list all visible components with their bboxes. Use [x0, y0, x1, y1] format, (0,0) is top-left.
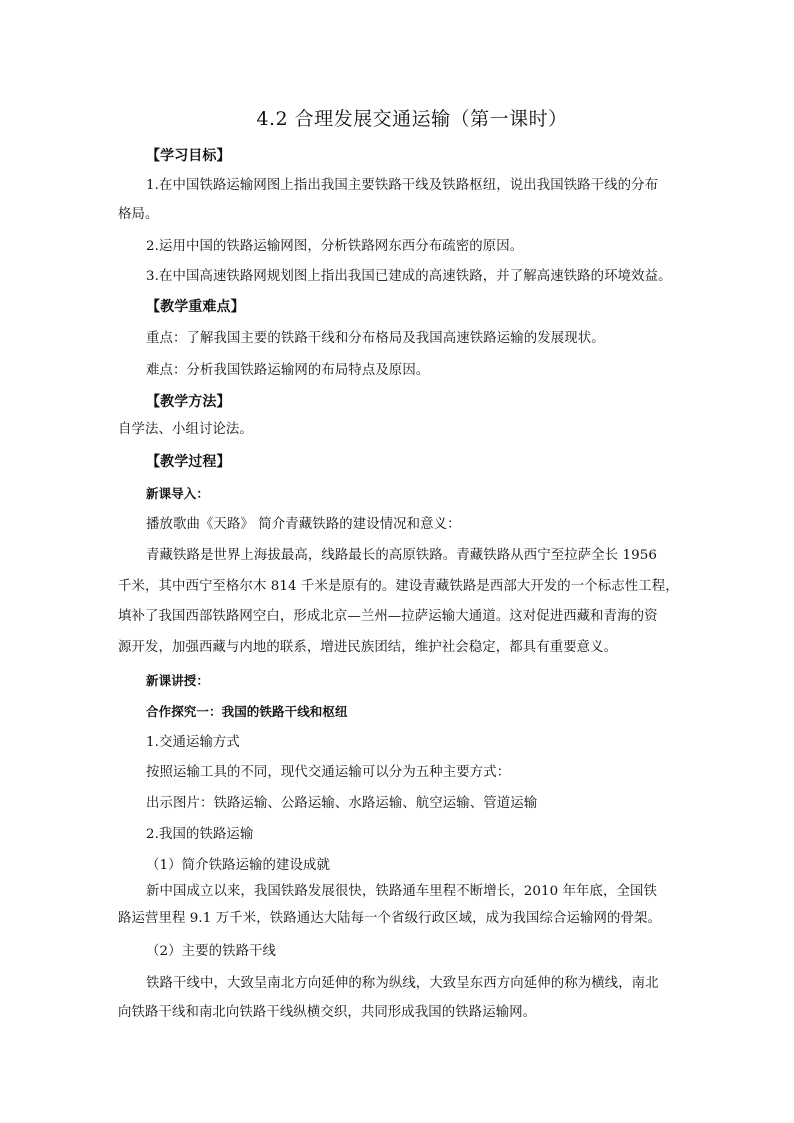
objective-1-line-2: 格局。 [118, 207, 159, 222]
paragraph-1-line-3: 填补了我国西部铁路网空白，形成北京—兰州—拉萨运输大通道。这对促进西藏和青海的资 [118, 609, 658, 624]
sub-2-line-2: 向铁路干线和南北向铁路干线纵横交织，共同形成我国的铁路运输网。 [118, 1005, 537, 1020]
intro-label: 新课导入： [146, 486, 210, 501]
intro-text: 播放歌曲《天路》 简介青藏铁路的建设情况和意义： [146, 517, 461, 532]
sub-1-heading: （1）简介铁路运输的建设成就 [146, 858, 330, 873]
paragraph-1-line-4: 源开发，加强西藏与内地的联系，增进民族团结，维护社会稳定，都具有重要意义。 [118, 640, 618, 655]
item-2-heading: 2.我国的铁路运输 [146, 827, 254, 842]
item-1-heading: 1.交通运输方式 [146, 735, 240, 750]
methods-text: 自学法、小组讨论法。 [118, 422, 253, 437]
sub-1-line-1: 新中国成立以来，我国铁路发展很快，铁路通车里程不断增长，2010 年年底，全国铁 [146, 884, 658, 899]
keypoint-text: 重点：了解我国主要的铁路干线和分布格局及我国高速铁路运输的发展现状。 [146, 331, 605, 346]
item-1-show: 出示图片：铁路运输、公路运输、水路运输、航空运输、管道运输 [146, 796, 538, 811]
item-1-text: 按照运输工具的不同，现代交通运输可以分为五种主要方式： [146, 765, 511, 780]
sub-2-heading: （2）主要的铁路干线 [146, 944, 277, 959]
sub-2-line-1: 铁路干线中，大致呈南北方向延伸的称为纵线，大致呈东西方向延伸的称为横线，南北 [146, 976, 659, 991]
inquiry-1-heading: 合作探究一：我国的铁路干线和枢纽 [146, 704, 348, 719]
objectives-heading: 【学习目标】 [146, 148, 231, 164]
sub-1-line-2: 路运营里程 9.1 万千米，铁路通达大陆每一个省级行政区域，成为我国综合运输网的骨架。 [118, 911, 661, 926]
lecture-label: 新课讲授： [146, 673, 210, 688]
paragraph-1-line-1: 青藏铁路是世界上海拔最高，线路最长的高原铁路。青藏铁路从西宁至拉萨全长 1956 [146, 548, 658, 563]
objective-2: 2.运用中国的铁路运输网图，分析铁路网东西分布疏密的原因。 [146, 239, 524, 254]
objective-3: 3.在中国高速铁路网规划图上指出我国已建成的高速铁路，并了解高速铁路的环境效益。 [146, 269, 672, 284]
difficulty-text: 难点：分析我国铁路运输网的布局特点及原因。 [146, 363, 430, 378]
page-title: 4.2 合理发展交通运输（第一课时） [256, 108, 568, 130]
methods-heading: 【教学方法】 [146, 394, 231, 410]
process-heading: 【教学过程】 [146, 454, 231, 470]
keypoints-heading: 【教学重难点】 [146, 299, 245, 315]
paragraph-1-line-2: 千米，其中西宁至格尔木 814 千米是原有的。建设青藏铁路是西部大开发的一个标志性工程， [118, 579, 679, 594]
objective-1-line-1: 1.在中国铁路运输网图上指出我国主要铁路干线及铁路枢纽，说出我国铁路干线的分布 [146, 178, 659, 193]
